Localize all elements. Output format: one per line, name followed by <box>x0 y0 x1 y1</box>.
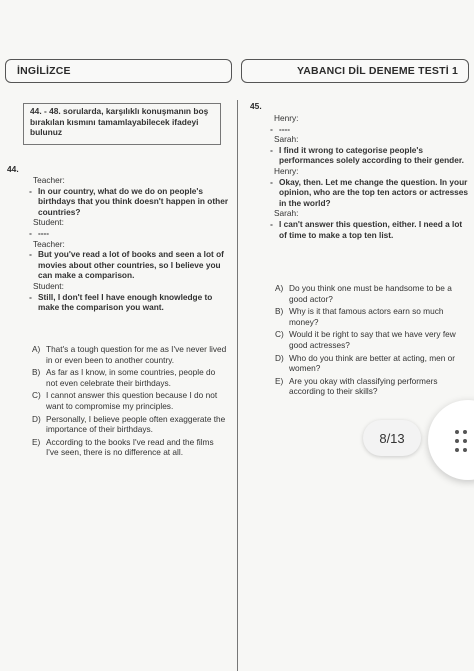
option-e[interactable]: E) Are you okay with classifying performers according to their skills? <box>275 375 438 397</box>
speaker-label: Student: <box>33 280 64 291</box>
option-a[interactable]: A) That's a tough question for me as I've never lived in or even been to another country. <box>32 344 227 365</box>
speaker-label: Sarah: <box>274 134 299 145</box>
subject-header-box <box>5 59 232 83</box>
option-c[interactable]: C) Would it be right to say that we have very few good actresses? <box>275 329 456 350</box>
speaker-label: Henry: <box>274 165 299 176</box>
question-45-dialogue <box>264 113 470 240</box>
dialogue-blank: - ---- <box>270 123 291 134</box>
question-45-number: 45. <box>250 101 262 111</box>
speaker-label: Teacher: <box>33 175 65 185</box>
speaker-label: Henry: <box>274 113 299 123</box>
dialogue-line: - I can't answer this question, either. I need a lot of time to make a top ten list. <box>270 218 463 240</box>
option-a[interactable]: A) Do you think one must be handsome to be a good actor? <box>275 283 452 304</box>
question-44-dialogue <box>23 175 233 313</box>
speaker-label: Sarah: <box>274 208 299 219</box>
dialogue-line: - In our country, what do we do on people's birthdays that you think doesn't happen in other countries? <box>29 185 229 217</box>
dialogue-line: - But you've read a lot of books and seen a lot of movies about other countries, so I believe you can make a comparison. <box>29 249 224 281</box>
test-title: YABANCI DİL DENEME TESTİ 1 <box>297 65 458 77</box>
grid-dots-icon[interactable] <box>455 430 469 452</box>
dialogue-line: - I find it wrong to categorise people's performances solely according to their gender. <box>270 144 464 166</box>
column-divider <box>237 100 238 671</box>
option-d[interactable]: D) Who do you think are better at acting, men or women? <box>275 352 456 374</box>
question-44-number: 44. <box>7 164 19 174</box>
option-b[interactable]: B) As far as I know, in some countries, people do not even celebrate their birthdays. <box>32 367 216 388</box>
option-c[interactable]: C) I cannot answer this question because I do not want to compromise my principles. <box>32 390 218 411</box>
speaker-label: Teacher: <box>33 238 65 249</box>
option-b[interactable]: B) Why is it that famous actors earn so much money? <box>275 306 444 327</box>
instructions-box: 44. - 48. sorularda, karşılıklı konuşmanın boş bırakılan kısmını tamamlayabilecek ifadeyi bulunuz <box>23 103 221 145</box>
speaker-label: Student: <box>33 217 64 228</box>
question-44-options <box>32 344 228 458</box>
dialogue-line: - Still, I don't feel I have enough knowledge to make the comparison you want. <box>29 291 213 313</box>
dialogue-line: - Okay, then. Let me change the question. In your opinion, who are the top ten actors or actresses in the world? <box>270 176 469 208</box>
test-header-box <box>241 59 469 83</box>
page-indicator[interactable]: 8/13 <box>363 420 421 456</box>
option-d[interactable]: D) Personally, I believe people often exaggerate the importance of their birthdays. <box>32 413 226 435</box>
option-e[interactable]: E) According to the books I've read and the films I've seen, there is no difference at all. <box>32 436 214 458</box>
question-45-options <box>275 283 470 397</box>
dialogue-blank: - ---- <box>29 227 50 238</box>
subject-title: İNGİLİZCE <box>17 65 71 77</box>
